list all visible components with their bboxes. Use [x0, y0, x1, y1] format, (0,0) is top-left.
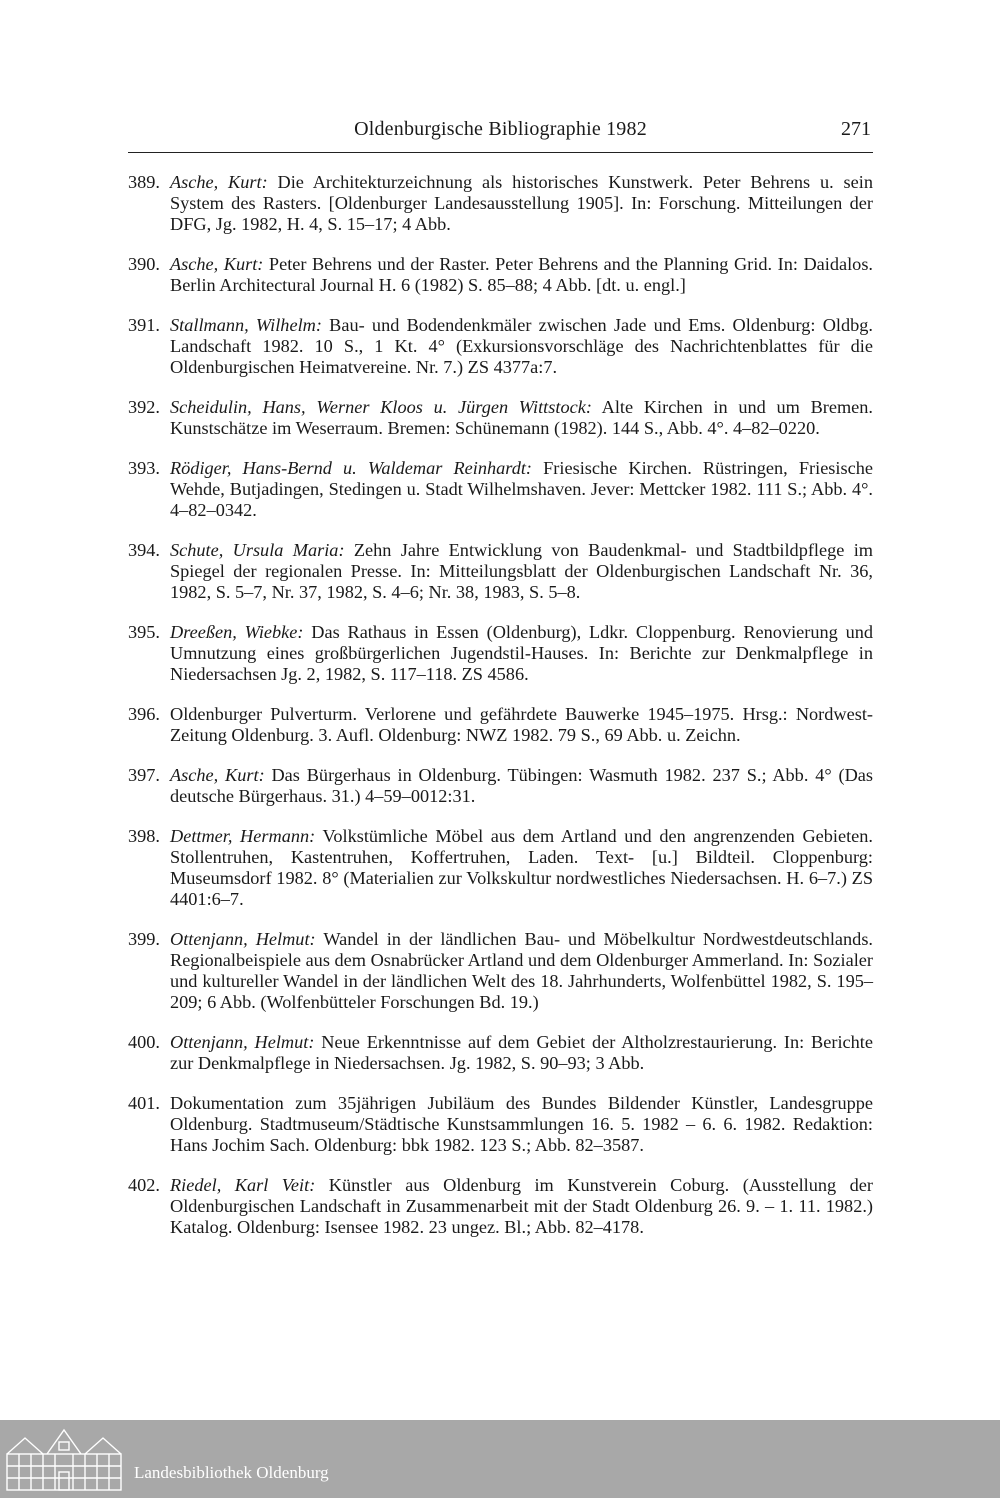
entry-author: Asche, Kurt: [170, 254, 264, 274]
bibliography-entry [128, 622, 873, 685]
entry-text: Peter Behrens und der Raster. Peter Behrens and the Planning Grid. In: Daidalos. Berlin Architectural Journal H. 6 (1982) S. 85–88; 4 Abb. [dt. u. engl.] [170, 254, 873, 295]
entry-author: Rödiger, Hans-Bernd u. Waldemar Reinhardt: [170, 458, 532, 478]
entry-text: Neue Erkenntnisse auf dem Gebiet der Altholzrestaurierung. In: Berichte zur Denkmalpflege in Niedersachsen. Jg. 1982, S. 90–93; 3 Abb. [170, 1032, 873, 1073]
entry-author: Asche, Kurt: [170, 172, 268, 192]
bibliography-entry [128, 397, 873, 439]
bibliography-entry [128, 1032, 873, 1074]
entry-number: 401. [128, 1093, 160, 1113]
bibliography-entry [128, 1093, 873, 1156]
entry-text: Wandel in der ländlichen Bau- und Möbelkultur Nordwestdeutschlands. Regionalbeispiele aus dem Osnabrücker Artland und dem Oldenburger Ammerland. In: Sozialer und kultureller Wandel in der ländlichen Welt des 18. Jahrhunderts, Wolfenbüttel 1982, S. 195–209; 6 Abb. (Wolfenbütteler Forschungen Bd. 19.) [170, 929, 874, 1012]
entry-text: Oldenburger Pulverturm. Verlorene und gefährdete Bauwerke 1945–1975. Hrsg.: Nordwest-Zeitung Oldenburg. 3. Aufl. Oldenburg: NWZ 1982. 79 S., 69 Abb. u. Zeichn. [170, 704, 873, 745]
entry-author: Dettmer, Hermann: [170, 826, 316, 846]
entry-text: Bau- und Bodendenkmäler zwischen Jade und Ems. Oldenburg: Oldbg. Landschaft 1982. 10 S., 1 Kt. 4° (Exkursionsvorschläge des Nachrichtenblattes für die Oldenburgischen Heimatvereine. Nr. 7.) ZS 4377a:7. [170, 315, 873, 377]
bibliography-entry [128, 929, 873, 1013]
entry-number: 396. [128, 704, 160, 724]
bibliography-entry [128, 540, 873, 603]
entry-text: Alte Kirchen in und um Bremen. Kunstschätze im Weserraum. Bremen: Schünemann (1982). 144 S., Abb. 4°. 4–82–0220. [170, 397, 874, 438]
entry-number: 393. [128, 458, 160, 478]
bibliography-entry [128, 315, 873, 378]
entry-text: Volkstümliche Möbel aus dem Artland und den angrenzenden Gebieten. Stollentruhen, Kastentruhen, Koffertruhen, Laden. Text- [u.] Bildteil. Cloppenburg: Museumsdorf 1982. 8° (Materialien zur Volkskultur nordwestliches Niedersachsen. H. 6–7.) ZS 4401:6–7. [170, 826, 873, 909]
library-building-icon [3, 1424, 125, 1494]
entry-text: Die Architekturzeichnung als historisches Kunstwerk. Peter Behrens u. sein System des Rasters. [Oldenburger Landesausstellung 1905]. In: Forschung. Mitteilungen der DFG, Jg. 1982, H. 4, S. 15–17; 4 Abb. [170, 172, 873, 234]
entry-number: 390. [128, 254, 160, 274]
entry-number: 392. [128, 397, 160, 417]
entry-number: 398. [128, 826, 160, 846]
entry-author: Scheidulin, Hans, Werner Kloos u. Jürgen Wittstock: [170, 397, 592, 417]
bibliography-entry [128, 704, 873, 746]
entry-author: Stallmann, Wilhelm: [170, 315, 322, 335]
bibliography-entry [128, 765, 873, 807]
library-footer [0, 1420, 1000, 1498]
running-title: Oldenburgische Bibliographie 1982 [354, 118, 647, 140]
entry-number: 400. [128, 1032, 160, 1052]
bibliography-entry [128, 458, 873, 521]
entry-number: 389. [128, 172, 160, 192]
entry-text: Zehn Jahre Entwicklung von Baudenkmal- und Stadtbildpflege im Spiegel der regionalen Presse. In: Mitteilungsblatt der Oldenburgischen Landschaft Nr. 36, 1982, S. 5–7, Nr. 37, 1982, S. 4–6; Nr. 38, 1983, S. 5–8. [170, 540, 873, 602]
entry-author: Riedel, Karl Veit: [170, 1175, 316, 1195]
entry-text: Das Rathaus in Essen (Oldenburg), Ldkr. Cloppenburg. Renovierung und Umnutzung eines großbürgerlichen Jugendstil-Hauses. In: Berichte zur Denkmalpflege in Niedersachsen Jg. 2, 1982, S. 117–118. ZS 4586. [170, 622, 873, 684]
bibliography-entry [128, 254, 873, 296]
page-number: 271 [841, 118, 871, 140]
entry-text: Das Bürgerhaus in Oldenburg. Tübingen: Wasmuth 1982. 237 S.; Abb. 4° (Das deutsche Bürgerhaus. 31.) 4–59–0012:31. [170, 765, 873, 806]
entry-number: 394. [128, 540, 160, 560]
entry-number: 395. [128, 622, 160, 642]
bibliography-entry [128, 826, 873, 910]
entry-author: Asche, Kurt: [170, 765, 265, 785]
entry-author: Schute, Ursula Maria: [170, 540, 345, 560]
bibliography-entry [128, 1175, 873, 1238]
bibliography-entry [128, 172, 873, 235]
library-name: Landesbibliothek Oldenburg [134, 1463, 329, 1482]
entry-author: Dreeßen, Wiebke: [170, 622, 304, 642]
entry-number: 399. [128, 929, 160, 949]
running-header [128, 118, 873, 153]
entry-text: Künstler aus Oldenburg im Kunstverein Coburg. (Ausstellung der Oldenburgischen Landschaft in Zusammenarbeit mit der Stadt Oldenburg 26. 9. – 1. 11. 1982.) Katalog. Oldenburg: Isensee 1982. 23 ungez. Bl.; Abb. 82–4178. [170, 1175, 873, 1237]
entry-text: Friesische Kirchen. Rüstringen, Friesische Wehde, Butjadingen, Stedingen u. Stadt Wilhelmshaven. Jever: Mettcker 1982. 111 S.; Abb. 4°. 4–82–0342. [170, 458, 873, 520]
entry-text: Dokumentation zum 35jährigen Jubiläum des Bundes Bildender Künstler, Landesgruppe Oldenburg. Stadtmuseum/Städtische Kunstsammlungen 16. 5. 1982 – 6. 6. 1982. Redaktion: Hans Jochim Sach. Oldenburg: bbk 1982. 123 S.; Abb. 82–3587. [170, 1093, 873, 1155]
entry-number: 397. [128, 765, 160, 785]
entry-number: 402. [128, 1175, 160, 1195]
entry-author: Ottenjann, Helmut: [170, 929, 316, 949]
entry-number: 391. [128, 315, 160, 335]
entry-author: Ottenjann, Helmut: [170, 1032, 315, 1052]
bibliography-list [128, 172, 873, 1257]
